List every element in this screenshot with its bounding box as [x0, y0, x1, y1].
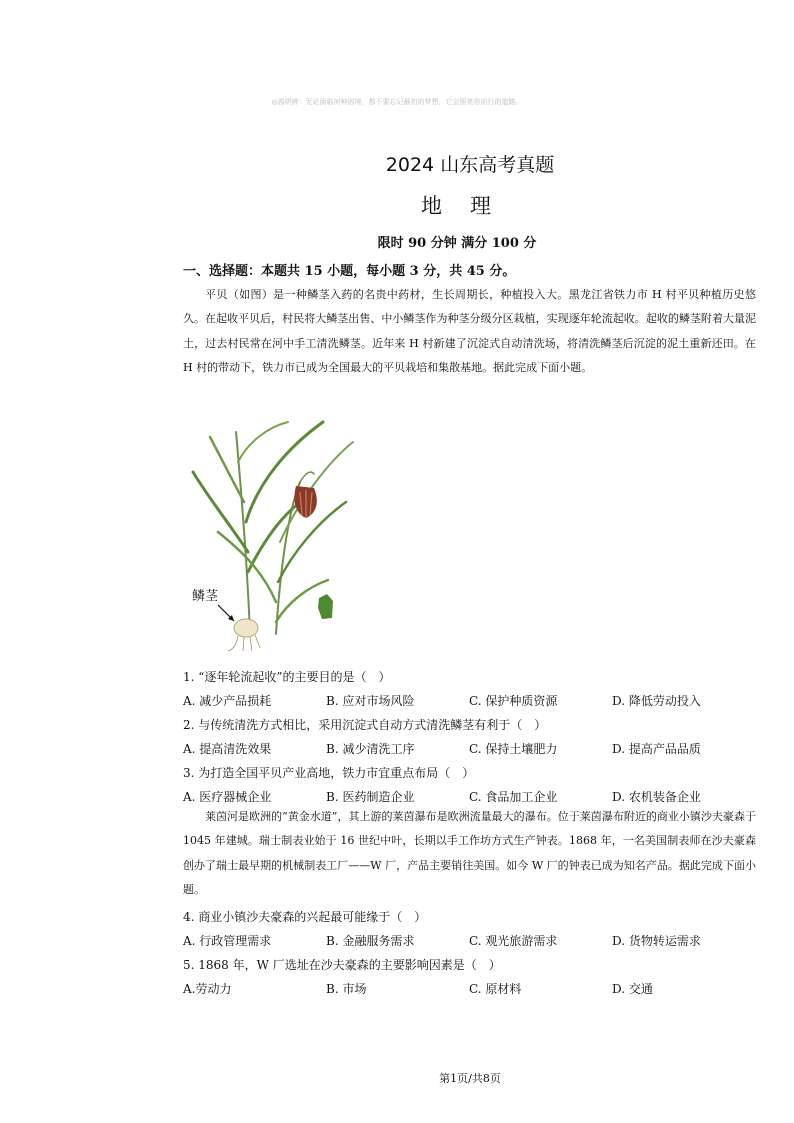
q5-option-d: D. 交通 [612, 982, 653, 996]
figure-label: 鳞茎 [192, 589, 219, 604]
q5-option-b: B. 市场 [326, 982, 367, 996]
subject-title: 地理 [421, 194, 519, 218]
watermark: ◎源明辨：无论面临何种困境，都不要忘记最初的梦想，它会照亮你前行的道路。 [271, 98, 523, 106]
exam-title: 2024 山东高考真题 [385, 154, 555, 176]
question-4: 4. 商业小镇沙夫豪森的兴起最可能缘于（ ） [183, 910, 427, 924]
q1-option-b: B. 应对市场风险 [326, 694, 415, 708]
q1-option-a: A. 减少产品损耗 [183, 694, 272, 708]
q5-option-c: C. 原材料 [469, 982, 522, 996]
q2-option-d: D. 提高产品品质 [612, 742, 701, 756]
q2-option-b: B. 减少清洗工序 [326, 742, 415, 756]
passage-2: 莱茵河是欧洲的“黄金水道”，其上游的莱茵瀑布是欧洲流量最大的瀑布。位于莱茵瀑布附近的商业小镇沙夫豪森于 1045 年建城。瑞士制表业始于 16 世纪中叶，长期以手工作坊方式生产钟表。1868 年，一名美国制表师在沙夫豪森创办了瑞士最早期的机械制表工厂——W 厂，产品主要销往美国。如今 W 厂的钟表已成为知名产品。据此完成下面小题。 [183, 810, 756, 896]
page-footer: 第1页/共8页 [439, 1072, 501, 1085]
q2-option-a: A. 提高清洗效果 [183, 742, 272, 756]
q3-option-d: D. 农机装备企业 [612, 790, 701, 804]
q4-option-c: C. 观光旅游需求 [469, 934, 558, 948]
q4-option-d: D. 货物转运需求 [612, 934, 701, 948]
q3-option-a: A. 医疗器械企业 [183, 790, 272, 804]
passage-1: 平贝（如图）是一种鳞茎入药的名贵中药材，生长周期长，种植投入大。黑龙江省铁力市 H 村平贝种植历史悠久。在起收平贝后，村民将大鳞茎出售、中小鳞茎作为种茎分级分区栽植，实现逐年轮流起收。起收的鳞茎附着大量泥土，过去村民常在河中手工清洗鳞茎。近年来 H 村新建了沉淀式自动清洗场，将清洗鳞茎后沉淀的泥土重新还田。在 H 村的带动下，铁力市已成为全国最大的平贝栽培和集散基地。据此完成下面小题。 [183, 288, 756, 374]
question-5: 5. 1868 年，W 厂选址在沙夫豪森的主要影响因素是（ ） [183, 958, 501, 972]
q1-option-d: D. 降低劳动投入 [612, 694, 701, 708]
q3-option-c: C. 食品加工企业 [469, 790, 558, 804]
q2-option-c: C. 保持土壤肥力 [469, 742, 558, 756]
q4-option-a: A. 行政管理需求 [183, 934, 272, 948]
q4-option-b: B. 金融服务需求 [326, 934, 415, 948]
question-2: 2. 与传统清洗方式相比，采用沉淀式自动方式清洗鳞茎有利于（ ） [183, 718, 547, 732]
q1-option-c: C. 保护种质资源 [469, 694, 558, 708]
plant-illustration [188, 402, 363, 652]
section-heading: 一、选择题：本题共 15 小题，每小题 3 分，共 45 分。 [183, 264, 516, 279]
q3-option-b: B. 医药制造企业 [326, 790, 415, 804]
q5-option-a: A.劳动力 [183, 982, 232, 996]
question-1: 1. “逐年轮流起收”的主要目的是（ ） [183, 670, 391, 684]
question-3: 3. 为打造全国平贝产业高地，铁力市宜重点布局（ ） [183, 766, 475, 780]
time-info: 限时 90 分钟 满分 100 分 [377, 236, 537, 251]
